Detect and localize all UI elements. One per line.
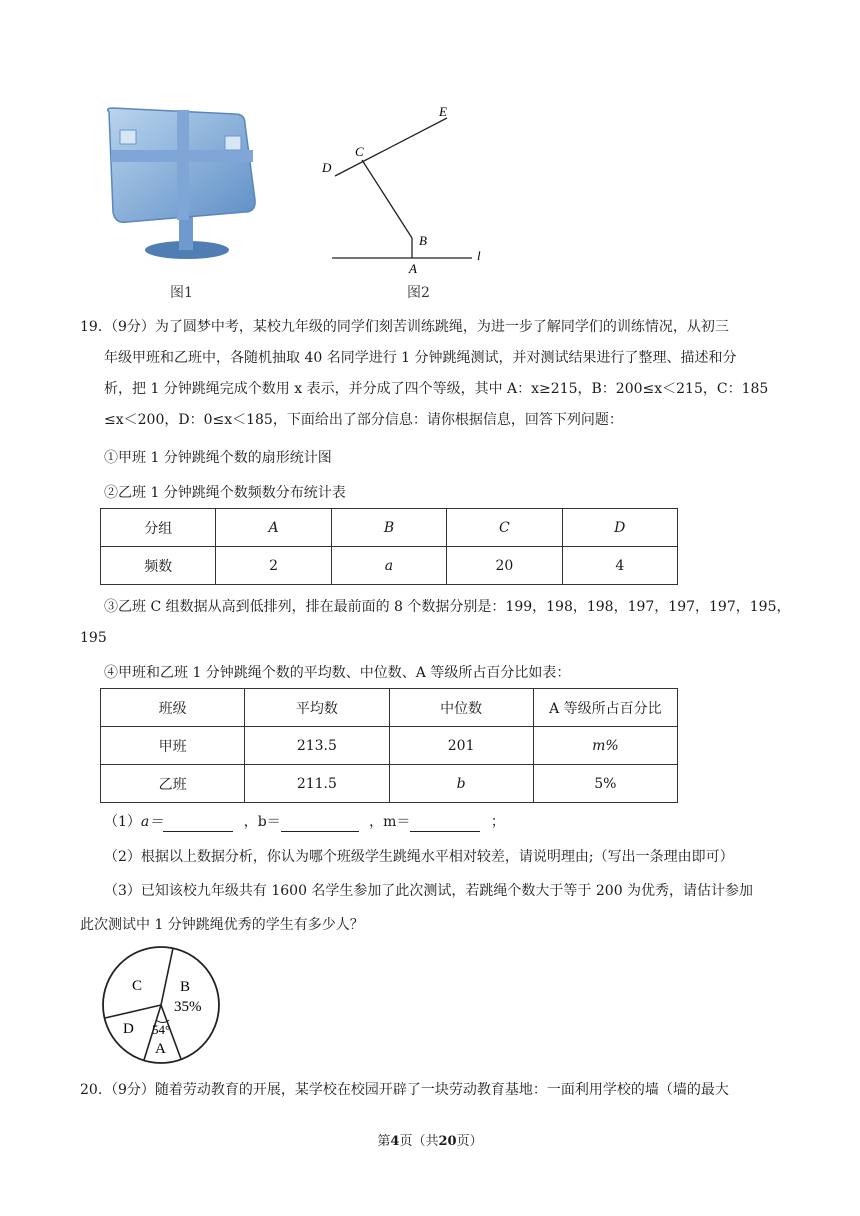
label-C: C xyxy=(355,144,364,159)
table-cell: b xyxy=(389,765,533,803)
figure-1-book-stand xyxy=(95,100,270,275)
page-footer xyxy=(0,1130,860,1149)
q19-item-3-text: 乙班 C 组数据从高到低排列，排在最前面的 8 个数据分别是：199，198，198，197，197，197，195， xyxy=(118,599,791,615)
q19-text-3: 析，把 1 分钟跳绳完成个数用 x 表示，并分成了四个等级，其中 A：x≥215，B：200≤x＜215，C：185 xyxy=(104,381,769,397)
table-cell: B xyxy=(331,509,446,547)
figure-2-caption: 图2 xyxy=(407,285,430,301)
footer-mid: 页（共 xyxy=(399,1134,439,1149)
sub-number: （1） xyxy=(104,814,141,830)
table-cell: 分组 xyxy=(101,509,216,547)
answer-blank-b[interactable] xyxy=(281,815,359,832)
q19-sub-3-cont: 此次测试中 1 分钟跳绳优秀的学生有多少人？ xyxy=(80,917,364,933)
pie-label-C: C xyxy=(132,978,143,994)
table-cell: 甲班 xyxy=(101,727,245,765)
q19-score: （9分） xyxy=(104,319,155,335)
table-row xyxy=(101,727,678,765)
q19-sub-3: （3）已知该校九年级共有 1600 名学生参加了此次测试，若跳绳个数大于等于 200 为优秀，请估计参加 xyxy=(104,883,754,899)
q19-intro xyxy=(80,312,780,436)
q19-item-2 xyxy=(104,483,346,503)
blank-a-label: a＝ xyxy=(140,814,164,830)
table-cell: 2 xyxy=(216,547,331,585)
q19-line-1 xyxy=(80,312,780,343)
figure-2-diagram xyxy=(315,98,495,283)
pie-label-A: A xyxy=(155,1041,166,1057)
blank-b-label: ，b＝ xyxy=(243,814,281,830)
table-cell: a xyxy=(331,547,446,585)
footer-page-number: 4 xyxy=(390,1134,400,1149)
answer-blank-m[interactable] xyxy=(410,815,480,832)
table-cell: 5% xyxy=(533,765,677,803)
q19-text-1: 为了圆梦中考，某校九年级的同学们刻苦训练跳绳，为进一步了解同学们的训练情况，从初三 xyxy=(154,319,729,335)
blank-m-label: ，m＝ xyxy=(369,814,411,830)
table-cell: 4 xyxy=(562,547,677,585)
answer-blank-a[interactable] xyxy=(163,815,233,832)
label-E: E xyxy=(439,104,447,119)
pie-label-D: D xyxy=(123,1021,134,1037)
table-cell: 213.5 xyxy=(245,727,389,765)
circled-number: ④ xyxy=(104,665,118,681)
sub-end-punct: ； xyxy=(490,814,505,830)
q19-item-2-text: 乙班 1 分钟跳绳个数频数分布统计表 xyxy=(118,485,346,501)
q20-intro xyxy=(80,1075,780,1106)
footer-total-pages: 20 xyxy=(438,1134,457,1149)
circled-number: ② xyxy=(104,485,118,501)
q19-item-4-text: 甲班和乙班 1 分钟跳绳个数的平均数、中位数、A 等级所占百分比如表： xyxy=(118,665,571,681)
q20-score: （9分） xyxy=(104,1082,155,1098)
q20-number: 20. xyxy=(80,1082,103,1098)
circled-number: ① xyxy=(104,450,118,466)
frequency-table xyxy=(100,508,678,585)
table-cell: 乙班 xyxy=(101,765,245,803)
table-row xyxy=(101,509,678,547)
table-cell: 中位数 xyxy=(389,689,533,727)
geometry-diagram xyxy=(315,98,495,283)
pie-divider xyxy=(161,948,173,1005)
table-cell: 频数 xyxy=(101,547,216,585)
label-l: l xyxy=(477,248,481,263)
q19-item-1-text: 甲班 1 分钟跳绳个数的扇形统计图 xyxy=(118,450,332,466)
footer-post: 页） xyxy=(456,1134,483,1149)
q19-text-4: ≤x＜200，D：0≤x＜185，下面给出了部分信息：请你根据信息，回答下列问题： xyxy=(104,412,623,428)
q19-sub-1 xyxy=(104,812,505,832)
q19-sub-2: （2）根据以上数据分析，你认为哪个班级学生跳绳水平相对较差，请说明理由;（写出一条理由即可） xyxy=(104,849,734,865)
pie-label-B: B xyxy=(180,979,191,995)
q19-text-2: 年级甲班和乙班中，各随机抽取 40 名同学进行 1 分钟跳绳测试，并对测试结果进行了整理、描述和分 xyxy=(104,350,737,366)
footer-pre: 第 xyxy=(377,1134,391,1149)
label-A: A xyxy=(409,261,417,276)
table-cell: 平均数 xyxy=(245,689,389,727)
q19-number: 19. xyxy=(80,319,103,335)
table-cell: A 等级所占百分比 xyxy=(533,689,677,727)
q20-text: 随着劳动教育的开展，某学校在校园开辟了一块劳动教育基地：一面利用学校的墙（墙的最大 xyxy=(154,1082,729,1098)
table-cell: A xyxy=(216,509,331,547)
figure-1-caption: 图1 xyxy=(170,285,193,301)
table-cell: 211.5 xyxy=(245,765,389,803)
class-a-pie-chart xyxy=(96,945,226,1065)
table-cell: D xyxy=(562,509,677,547)
pie-divider xyxy=(105,1005,161,1018)
statistics-table xyxy=(100,688,678,803)
pie-angle-label: 54° xyxy=(152,1022,171,1037)
table-row xyxy=(101,765,678,803)
table-cell: 20 xyxy=(447,547,562,585)
label-B: B xyxy=(419,233,427,248)
book-stand-image xyxy=(95,100,270,275)
q19-item-4 xyxy=(104,663,570,683)
table-cell: C xyxy=(447,509,562,547)
q19-item-1 xyxy=(104,448,332,468)
circled-number: ③ xyxy=(104,599,118,615)
table-cell: m% xyxy=(533,727,677,765)
q19-item-3-cont: 195 xyxy=(80,630,107,646)
table-row xyxy=(101,547,678,585)
table-cell: 班级 xyxy=(101,689,245,727)
pie-chart-svg xyxy=(96,945,226,1065)
q19-item-3 xyxy=(104,597,790,617)
label-D: D xyxy=(322,160,332,175)
table-row xyxy=(101,689,678,727)
pie-label-B-percent: 35% xyxy=(174,999,202,1015)
table-cell: 201 xyxy=(389,727,533,765)
